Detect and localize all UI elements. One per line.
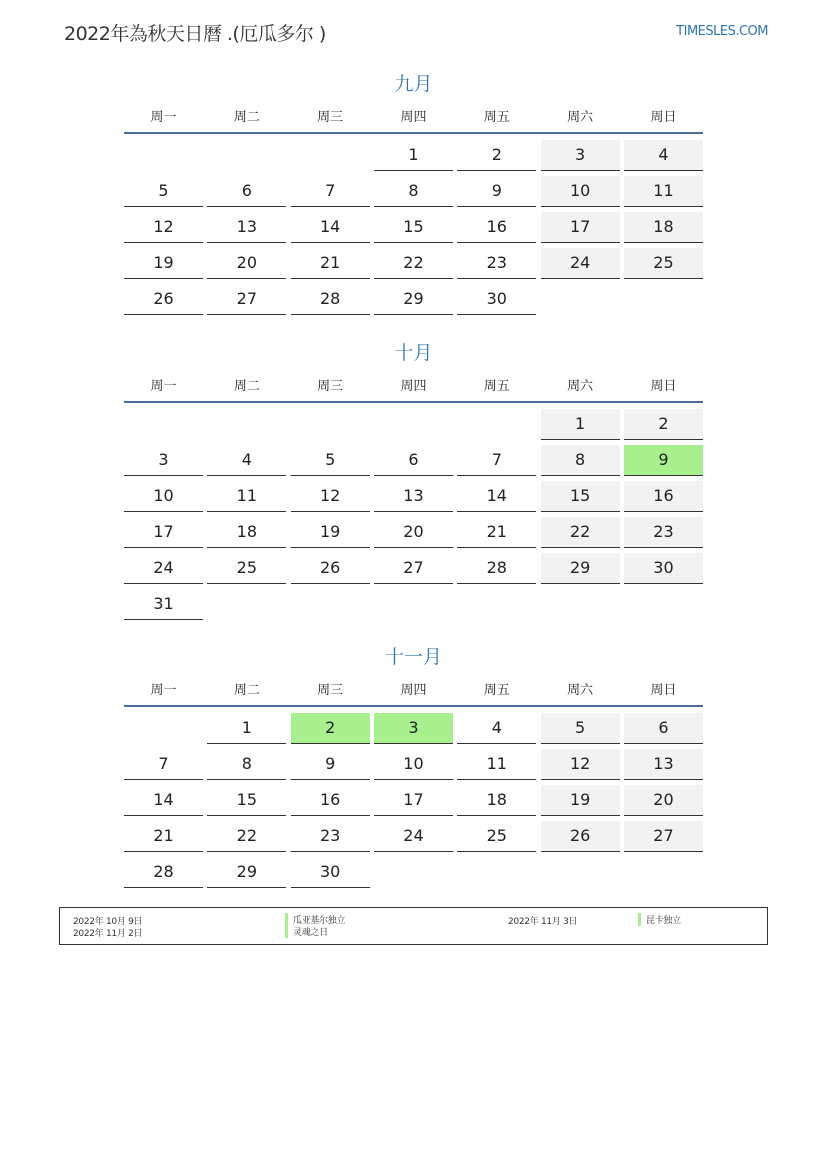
holiday-day-cell: 9 — [624, 445, 703, 476]
day-cell: 10 — [124, 481, 203, 512]
day-cell: 21 — [457, 517, 536, 548]
day-cell: 19 — [541, 785, 620, 816]
day-cell: 4 — [457, 713, 536, 744]
day-cell: 12 — [124, 212, 203, 243]
week-row — [124, 140, 703, 176]
day-cell: 22 — [374, 248, 453, 279]
weekday-label: 周三 — [317, 683, 344, 698]
empty-day-cell — [374, 857, 453, 887]
week-row — [124, 821, 703, 857]
weekday-label: 周二 — [233, 110, 260, 125]
day-cell: 6 — [374, 445, 453, 476]
weekday-label: 周一 — [150, 110, 177, 125]
weekday-label: 周三 — [317, 379, 344, 394]
empty-day-cell — [457, 589, 536, 619]
day-cell: 9 — [291, 749, 370, 780]
legend-holiday-name: 瓜亚基尔独立 — [285, 913, 345, 926]
legend-date: 2022年 10月 9日 — [73, 917, 143, 927]
month-calendar — [124, 642, 703, 893]
empty-day-cell — [624, 857, 703, 887]
weekday-label: 周日 — [650, 683, 677, 698]
day-cell: 15 — [207, 785, 286, 816]
day-cell: 1 — [374, 140, 453, 171]
weekday-label: 周五 — [483, 379, 510, 394]
empty-day-cell — [541, 857, 620, 887]
day-cell: 19 — [291, 517, 370, 548]
day-cell: 1 — [541, 409, 620, 440]
day-cell: 23 — [624, 517, 703, 548]
day-cell: 14 — [457, 481, 536, 512]
day-cell: 16 — [291, 785, 370, 816]
weekday-label: 周五 — [483, 110, 510, 125]
day-cell: 10 — [374, 749, 453, 780]
weekday-label: 周一 — [150, 683, 177, 698]
week-row — [124, 553, 703, 589]
day-cell: 2 — [457, 140, 536, 171]
day-cell: 26 — [541, 821, 620, 852]
week-row — [124, 284, 703, 320]
day-cell: 15 — [374, 212, 453, 243]
day-cell: 30 — [624, 553, 703, 584]
day-cell: 29 — [541, 553, 620, 584]
day-cell: 11 — [457, 749, 536, 780]
day-cell: 17 — [541, 212, 620, 243]
day-cell: 24 — [541, 248, 620, 279]
empty-day-cell — [457, 857, 536, 887]
day-cell: 13 — [374, 481, 453, 512]
day-cell: 28 — [457, 553, 536, 584]
week-row — [124, 589, 703, 625]
day-cell: 19 — [124, 248, 203, 279]
holiday-legend — [59, 907, 768, 945]
day-cell: 29 — [207, 857, 286, 888]
weekday-label: 周四 — [400, 110, 427, 125]
day-cell: 25 — [457, 821, 536, 852]
day-cell: 3 — [541, 140, 620, 171]
day-cell: 14 — [291, 212, 370, 243]
empty-day-cell — [207, 409, 286, 439]
day-cell: 7 — [291, 176, 370, 207]
empty-day-cell — [624, 589, 703, 619]
week-row — [124, 176, 703, 212]
month-calendar — [124, 69, 703, 320]
day-cell: 18 — [457, 785, 536, 816]
weekday-label: 周一 — [150, 379, 177, 394]
empty-day-cell — [207, 140, 286, 170]
day-cell: 11 — [207, 481, 286, 512]
empty-day-cell — [374, 409, 453, 439]
month-calendar — [124, 338, 703, 625]
weekday-label: 周日 — [650, 379, 677, 394]
day-cell: 8 — [207, 749, 286, 780]
empty-day-cell — [124, 140, 203, 170]
day-cell: 17 — [124, 517, 203, 548]
legend-date: 2022年 11月 3日 — [508, 917, 578, 927]
holiday-day-cell: 2 — [291, 713, 370, 744]
day-cell: 4 — [624, 140, 703, 171]
day-cell: 16 — [457, 212, 536, 243]
day-cell: 13 — [624, 749, 703, 780]
week-row — [124, 857, 703, 893]
week-row — [124, 409, 703, 445]
weekday-label: 周四 — [400, 683, 427, 698]
week-row — [124, 517, 703, 553]
day-cell: 3 — [124, 445, 203, 476]
day-cell: 18 — [624, 212, 703, 243]
week-row — [124, 248, 703, 284]
day-cell: 6 — [624, 713, 703, 744]
site-logo[interactable]: TIMESLES.COM — [676, 24, 768, 39]
empty-day-cell — [124, 409, 203, 439]
page-title: 2022年為秋天日曆 .(厄瓜多尔 ) — [64, 23, 326, 45]
weekday-label: 周六 — [567, 379, 594, 394]
day-cell: 25 — [207, 553, 286, 584]
day-cell: 23 — [457, 248, 536, 279]
empty-day-cell — [207, 589, 286, 619]
day-cell: 30 — [291, 857, 370, 888]
day-cell: 7 — [457, 445, 536, 476]
weekday-label: 周二 — [233, 379, 260, 394]
empty-day-cell — [541, 589, 620, 619]
day-cell: 24 — [374, 821, 453, 852]
day-cell: 20 — [207, 248, 286, 279]
day-cell: 8 — [374, 176, 453, 207]
day-cell: 30 — [457, 284, 536, 315]
day-cell: 27 — [374, 553, 453, 584]
day-cell: 6 — [207, 176, 286, 207]
legend-date: 2022年 11月 2日 — [73, 929, 143, 939]
weekday-label: 周三 — [317, 110, 344, 125]
day-cell: 21 — [124, 821, 203, 852]
weekday-label: 周六 — [567, 110, 594, 125]
day-cell: 26 — [124, 284, 203, 315]
day-cell: 5 — [541, 713, 620, 744]
weekday-label: 周五 — [483, 683, 510, 698]
day-cell: 2 — [624, 409, 703, 440]
weekday-label: 周日 — [650, 110, 677, 125]
day-cell: 10 — [541, 176, 620, 207]
day-cell: 25 — [624, 248, 703, 279]
day-cell: 5 — [291, 445, 370, 476]
week-row — [124, 749, 703, 785]
day-cell: 8 — [541, 445, 620, 476]
day-cell: 15 — [541, 481, 620, 512]
week-row — [124, 785, 703, 821]
holiday-day-cell: 3 — [374, 713, 453, 744]
weekday-label: 周二 — [233, 683, 260, 698]
day-cell: 20 — [374, 517, 453, 548]
day-cell: 4 — [207, 445, 286, 476]
day-cell: 27 — [207, 284, 286, 315]
weekday-header — [124, 99, 703, 134]
day-cell: 24 — [124, 553, 203, 584]
day-cell: 1 — [207, 713, 286, 744]
day-cell: 29 — [374, 284, 453, 315]
day-cell: 22 — [541, 517, 620, 548]
legend-holiday-name: 灵魂之日 — [285, 925, 328, 938]
empty-day-cell — [457, 409, 536, 439]
day-cell: 27 — [624, 821, 703, 852]
day-cell: 16 — [624, 481, 703, 512]
day-cell: 23 — [291, 821, 370, 852]
day-cell: 22 — [207, 821, 286, 852]
month-title: 九月 — [394, 73, 433, 95]
day-cell: 17 — [374, 785, 453, 816]
day-cell: 7 — [124, 749, 203, 780]
day-cell: 28 — [291, 284, 370, 315]
week-row — [124, 481, 703, 517]
weekday-header — [124, 368, 703, 403]
day-cell: 12 — [541, 749, 620, 780]
legend-holiday-name: 昆卡独立 — [638, 913, 681, 926]
weekday-label: 周四 — [400, 379, 427, 394]
empty-day-cell — [541, 284, 620, 314]
empty-day-cell — [291, 140, 370, 170]
day-cell: 28 — [124, 857, 203, 888]
weekday-header — [124, 672, 703, 707]
empty-day-cell — [624, 284, 703, 314]
day-cell: 31 — [124, 589, 203, 620]
day-cell: 9 — [457, 176, 536, 207]
day-cell: 11 — [624, 176, 703, 207]
day-cell: 26 — [291, 553, 370, 584]
empty-day-cell — [124, 713, 203, 743]
week-row — [124, 713, 703, 749]
day-cell: 14 — [124, 785, 203, 816]
empty-day-cell — [291, 589, 370, 619]
empty-day-cell — [291, 409, 370, 439]
week-row — [124, 445, 703, 481]
day-cell: 18 — [207, 517, 286, 548]
month-title: 十月 — [394, 342, 433, 364]
weekday-label: 周六 — [567, 683, 594, 698]
empty-day-cell — [374, 589, 453, 619]
week-row — [124, 212, 703, 248]
day-cell: 13 — [207, 212, 286, 243]
day-cell: 20 — [624, 785, 703, 816]
day-cell: 12 — [291, 481, 370, 512]
day-cell: 5 — [124, 176, 203, 207]
day-cell: 21 — [291, 248, 370, 279]
month-title: 十一月 — [384, 646, 442, 668]
